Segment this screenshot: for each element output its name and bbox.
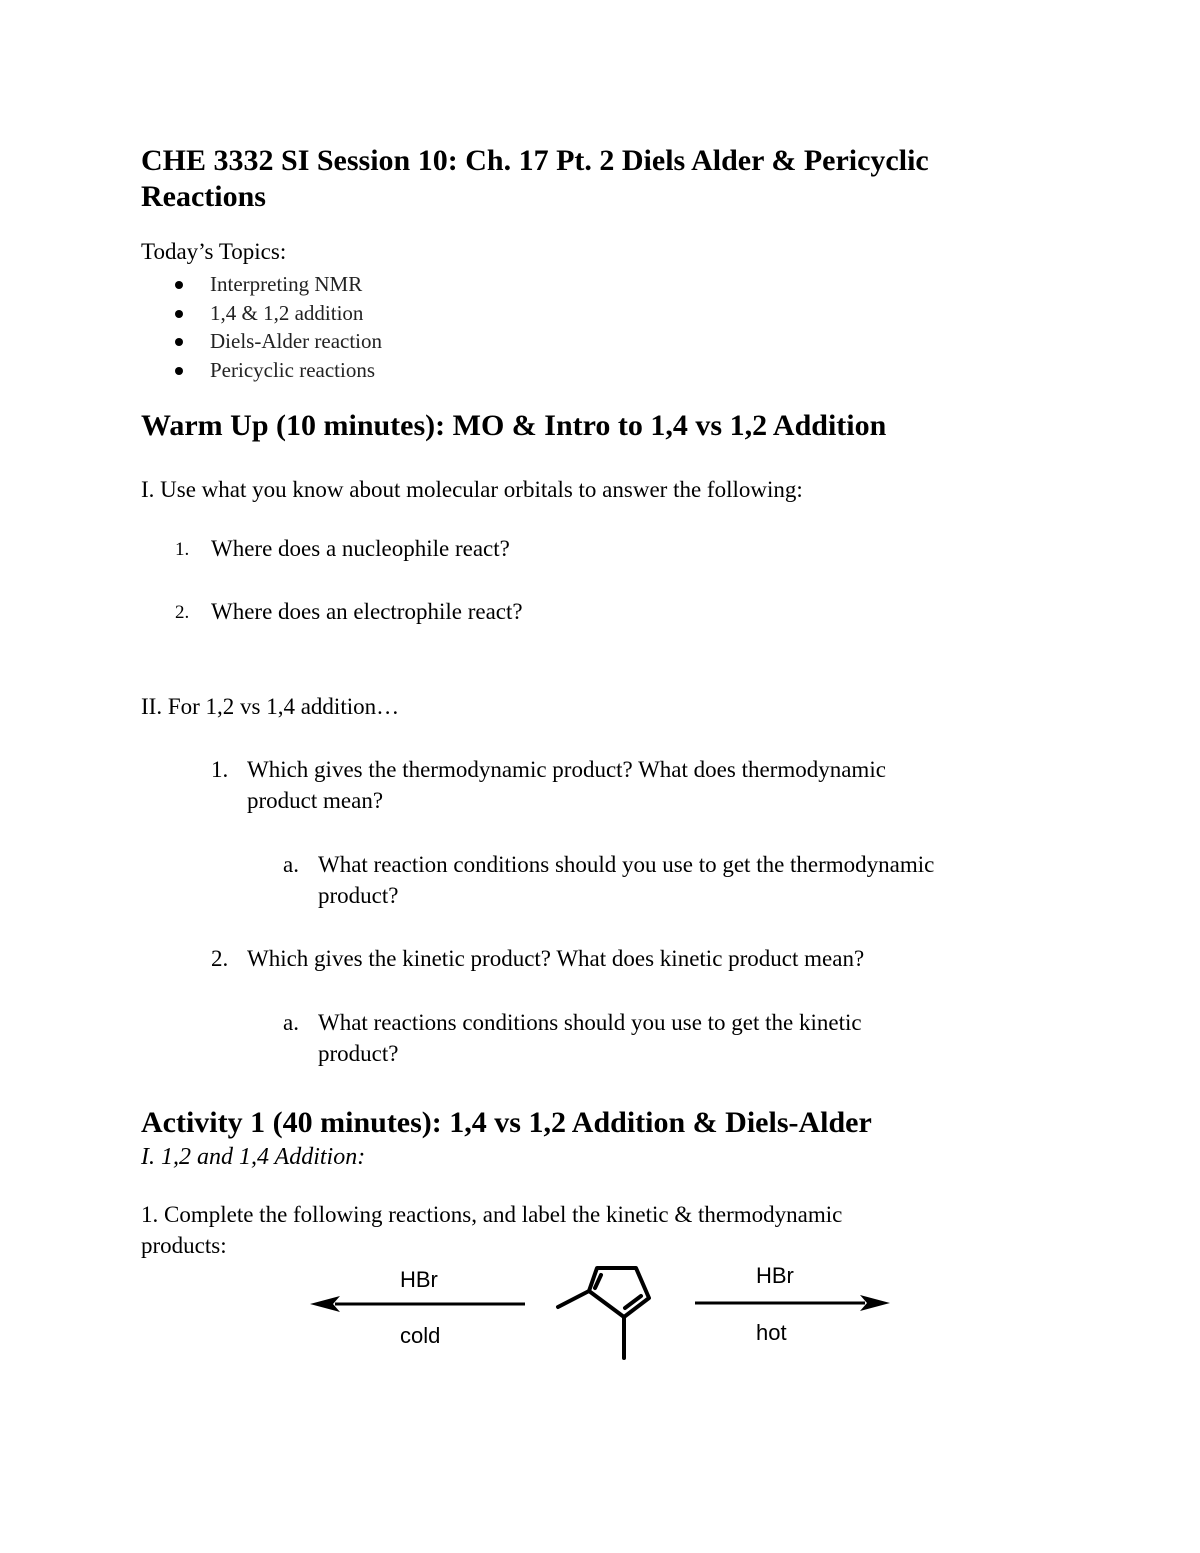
subquestion-text: What reactions conditions should you use to get the kinetic [318,1010,862,1035]
question-number: 1. [175,539,190,560]
question-number: 2. [211,946,229,971]
subquestion-text: product? [318,1041,399,1066]
question-text: product mean? [247,788,384,813]
question-text: Where does an electrophile react? [211,599,523,624]
dimethylcyclopentadiene-structure-icon [558,1268,649,1358]
activity1-subheading: I. 1,2 and 1,4 Addition: [141,1144,366,1170]
question-text: Where does a nucleophile react? [211,536,510,561]
question-number: 2. [175,602,190,623]
left-reagent-label: HBr [400,1267,438,1292]
question-text: Which gives the thermodynamic product? What does thermodynamic [247,757,886,782]
warmup-part1-prompt: I. Use what you know about molecular orbitals to answer the following: [141,477,803,502]
warmup-part2-prompt: II. For 1,2 vs 1,4 addition… [141,694,400,719]
topics-label: Today’s Topics: [141,239,287,264]
question-text: Which gives the kinetic product? What does kinetic product mean? [247,946,865,971]
left-condition-label: cold [400,1323,441,1348]
subquestion-text: product? [318,883,399,908]
warmup-heading: Warm Up (10 minutes): MO & Intro to 1,4 vs 1,2 Addition [141,409,887,442]
right-reagent-label: HBr [756,1263,794,1288]
left-arrow-icon [310,1296,525,1312]
subquestion-letter: a. [283,852,299,877]
right-condition-label: hot [756,1320,787,1345]
subquestion-text: What reaction conditions should you use to get the thermodynamic [318,852,935,877]
subquestion-letter: a. [283,1010,299,1035]
question-number: 1. [211,757,229,782]
activity1-q1-text: products: [141,1233,227,1258]
activity1-q1-text: 1. Complete the following reactions, and label the kinetic & thermodynamic [141,1202,843,1227]
activity1-heading: Activity 1 (40 minutes): 1,4 vs 1,2 Addition & Diels-Alder [141,1106,872,1139]
page-title: CHE 3332 SI Session 10: Ch. 17 Pt. 2 Diels Alder & Pericyclic Reactions [141,144,929,213]
right-arrow-icon [695,1295,890,1311]
